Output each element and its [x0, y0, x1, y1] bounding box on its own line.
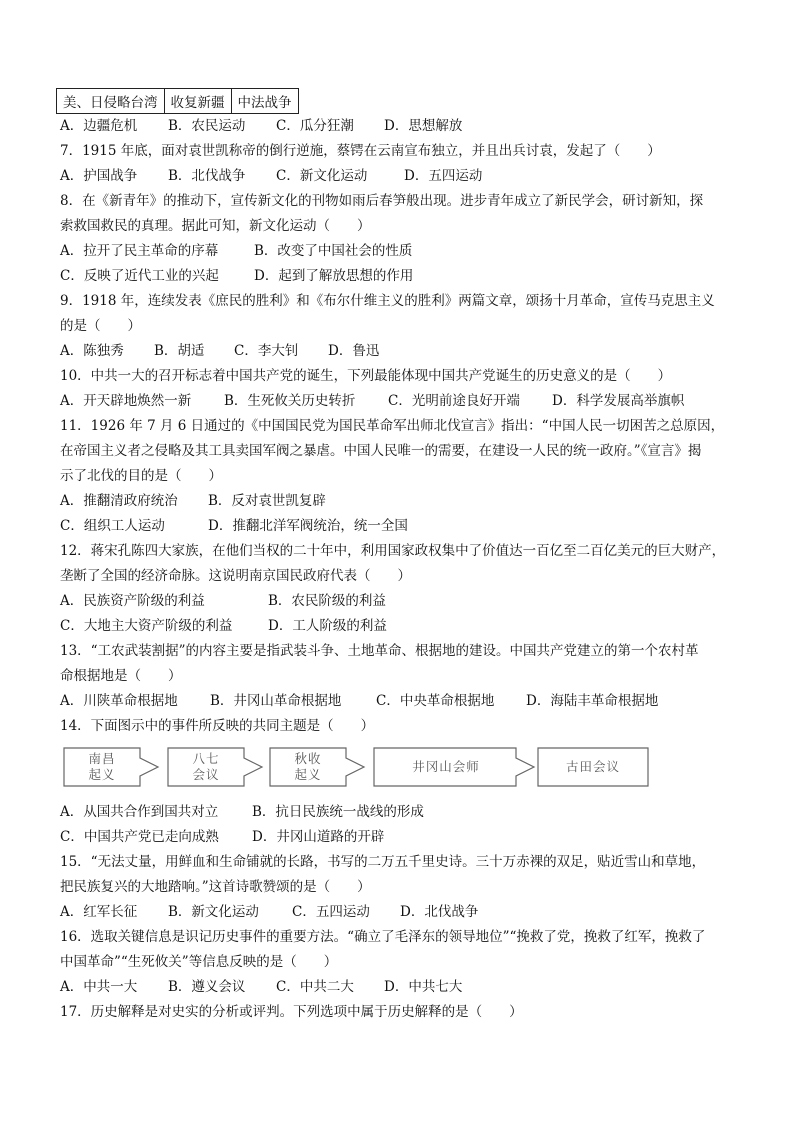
q14-options-row1 — [60, 803, 734, 821]
q16-option-d: D．中共七大 — [384, 979, 463, 995]
flow-label-2-line2: 会议 — [192, 767, 220, 782]
q15-option-d: D．北伐战争 — [400, 904, 479, 920]
q12-stem-line2: 垄断了全国的经济命脉。这说明南京国民政府代表（ ） — [60, 568, 411, 584]
q8-option-c: C．反映了近代工业的兴起 — [60, 268, 219, 284]
q13-option-d: D．海陆丰革命根据地 — [526, 693, 659, 709]
q15-options — [60, 903, 734, 921]
q11-stem-line1: 11．1926 年 7 月 6 日通过的《中国国民党为国民革命军出师北伐宣言》指出：“中国人民一切困苦之总原因， — [60, 418, 725, 434]
q16-stem-line2: 中国革命”“生死攸关”等信息反映的是（ ） — [60, 954, 338, 970]
q6-option-a: A．边疆危机 — [60, 118, 138, 134]
flow-label-3-line1: 秋收 — [294, 751, 322, 766]
q10-option-b: B．生死攸关历史转折 — [224, 393, 356, 409]
q12-stem-line1: 12．蒋宋孔陈四大家族，在他们当权的二十年中，利用国家政权集中了价值达一百亿至二百亿美元的巨大财产， — [60, 543, 726, 559]
q10-option-a: A．开天辟地焕然一新 — [60, 393, 192, 409]
flow-label-1-line1: 南昌 — [88, 751, 116, 766]
q15-option-a: A．红军长征 — [60, 904, 138, 920]
table-cell: 美、日侵略台湾 — [57, 89, 165, 114]
q9-options — [60, 342, 734, 360]
q13-stem-line1: 13．“工农武装割据”的内容主要是指武装斗争、土地革命、根据地的建设。中国共产党建立的第一个农村革 — [60, 643, 699, 659]
q10-options — [60, 392, 734, 410]
q7-option-a: A．护国战争 — [60, 168, 138, 184]
q11-options-row1 — [60, 492, 734, 510]
q8-option-a: A．拉开了民主革命的序幕 — [60, 243, 219, 259]
q13-stem-line2: 命根据地是（ ） — [60, 668, 182, 684]
q13-option-c: C．中央革命根据地 — [376, 693, 495, 709]
q16-stem-line1: 16．选取关键信息是识记历史事件的重要方法。“确立了毛泽东的领导地位”“挽救了党，挽救了红军，挽救了 — [60, 929, 706, 945]
q6-options — [60, 117, 734, 135]
flow-label-1 — [66, 751, 138, 783]
q7-stem: 7．1915 年底，面对袁世凯称帝的倒行逆施，蔡锷在云南宣布独立，并且出兵讨袁，发起了（ ） — [60, 143, 661, 159]
q15-option-c: C．五四运动 — [292, 904, 370, 920]
flow-label-4: 井冈山会师 — [412, 759, 480, 774]
q8-stem-line2: 索救国救民的真理。据此可知，新文化运动（ ） — [60, 218, 371, 234]
table-row — [57, 89, 299, 114]
q12-options-row2 — [60, 617, 734, 635]
q10-option-d: D．科学发展高举旗帜 — [552, 393, 685, 409]
q8-option-d: D．起到了解放思想的作用 — [254, 268, 414, 284]
q11-option-a: A．推翻清政府统治 — [60, 493, 178, 509]
q13-option-a: A．川陕革命根据地 — [60, 693, 178, 709]
q9-option-a: A．陈独秀 — [60, 343, 124, 359]
q8-options-row2 — [60, 267, 734, 285]
table-cell: 中法战争 — [231, 89, 298, 114]
q12-option-d: D．工人阶级的利益 — [268, 618, 387, 634]
q8-options-row1 — [60, 242, 734, 260]
q14-stem: 14．下面图示中的事件所反映的共同主题是（ ） — [60, 718, 375, 734]
q7-option-d: D．五四运动 — [404, 168, 483, 184]
q14-flow-diagram — [62, 742, 662, 792]
q13-option-b: B．井冈山革命根据地 — [210, 693, 342, 709]
q16-option-b: B．遵义会议 — [168, 979, 246, 995]
topic-table — [56, 88, 299, 114]
flow-label-3-line2: 起义 — [294, 767, 322, 782]
flow-label-5: 古田会议 — [565, 759, 620, 774]
q6-option-d: D．思想解放 — [384, 118, 463, 134]
q6-option-b: B．农民运动 — [168, 118, 246, 134]
q11-option-b: B．反对袁世凯复辟 — [208, 493, 326, 509]
q14-option-a: A．从国共合作到国共对立 — [60, 804, 219, 820]
q7-option-c: C．新文化运动 — [276, 168, 368, 184]
q12-options-row1 — [60, 592, 734, 610]
q11-options-row2 — [60, 517, 734, 535]
q12-option-c: C．大地主大资产阶级的利益 — [60, 618, 233, 634]
q16-options — [60, 978, 734, 996]
q14-option-d: D．井冈山道路的开辟 — [252, 829, 385, 845]
flow-label-1-line2: 起义 — [88, 767, 116, 782]
q6-option-c: C．瓜分狂潮 — [276, 118, 354, 134]
q15-stem-line1: 15．“无法丈量，用鲜血和生命铺就的长路，书写的二万五千里史诗。三十万赤裸的双足，贴近雪山和草地， — [60, 854, 706, 870]
q15-stem-line2: 把民族复兴的大地踏响。”这首诗歌赞颂的是（ ） — [60, 879, 371, 895]
table-cell: 收复新疆 — [164, 89, 231, 114]
q9-option-d: D．鲁迅 — [328, 343, 380, 359]
flow-label-2 — [170, 751, 242, 783]
q9-stem-line1: 9．1918 年，连续发表《庶民的胜利》和《布尔什维主义的胜利》两篇文章，颂扬十月革命，宣传马克思主义 — [60, 293, 715, 309]
q9-stem-line2: 的是（ ） — [60, 318, 141, 334]
q11-option-c: C．组织工人运动 — [60, 518, 165, 534]
q12-option-a: A．民族资产阶级的利益 — [60, 593, 205, 609]
q11-option-d: D．推翻北洋军阀统治，统一全国 — [208, 518, 408, 534]
q16-option-c: C．中共二大 — [276, 979, 354, 995]
q9-option-b: B．胡适 — [154, 343, 205, 359]
q14-option-b: B．抗日民族统一战线的形成 — [252, 804, 424, 820]
q7-options — [60, 167, 734, 185]
q16-option-a: A．中共一大 — [60, 979, 138, 995]
flow-label-2-line1: 八七 — [192, 751, 220, 766]
q14-options-row2 — [60, 828, 734, 846]
q10-option-c: C．光明前途良好开端 — [388, 393, 520, 409]
q15-option-b: B．新文化运动 — [168, 904, 259, 920]
q10-stem: 10．中共一大的召开标志着中国共产党的诞生，下列最能体现中国共产党诞生的历史意义的是（ ） — [60, 368, 672, 384]
q17-stem: 17．历史解释是对史实的分析或评判。下列选项中属于历史解释的是（ ） — [60, 1004, 523, 1020]
q8-stem-line1: 8．在《新青年》的推动下，宣传新文化的刊物如雨后春笋般出现。进步青年成立了新民学会，研讨新知，探 — [60, 193, 704, 209]
q12-option-b: B．农民阶级的利益 — [268, 593, 386, 609]
q11-stem-line2: 在帝国主义者之侵略及其工具卖国军阀之暴虐。中国人民唯一的需要，在建设一人民的统一政府。”《宣言》揭 — [60, 443, 702, 459]
q7-option-b: B．北伐战争 — [168, 168, 246, 184]
q11-stem-line3: 示了北伐的目的是（ ） — [60, 468, 222, 484]
q9-option-c: C．李大钊 — [234, 343, 299, 359]
q13-options — [60, 692, 734, 710]
flow-label-3 — [272, 751, 344, 783]
q8-option-b: B．改变了中国社会的性质 — [254, 243, 413, 259]
q14-option-c: C．中国共产党已走向成熟 — [60, 829, 219, 845]
